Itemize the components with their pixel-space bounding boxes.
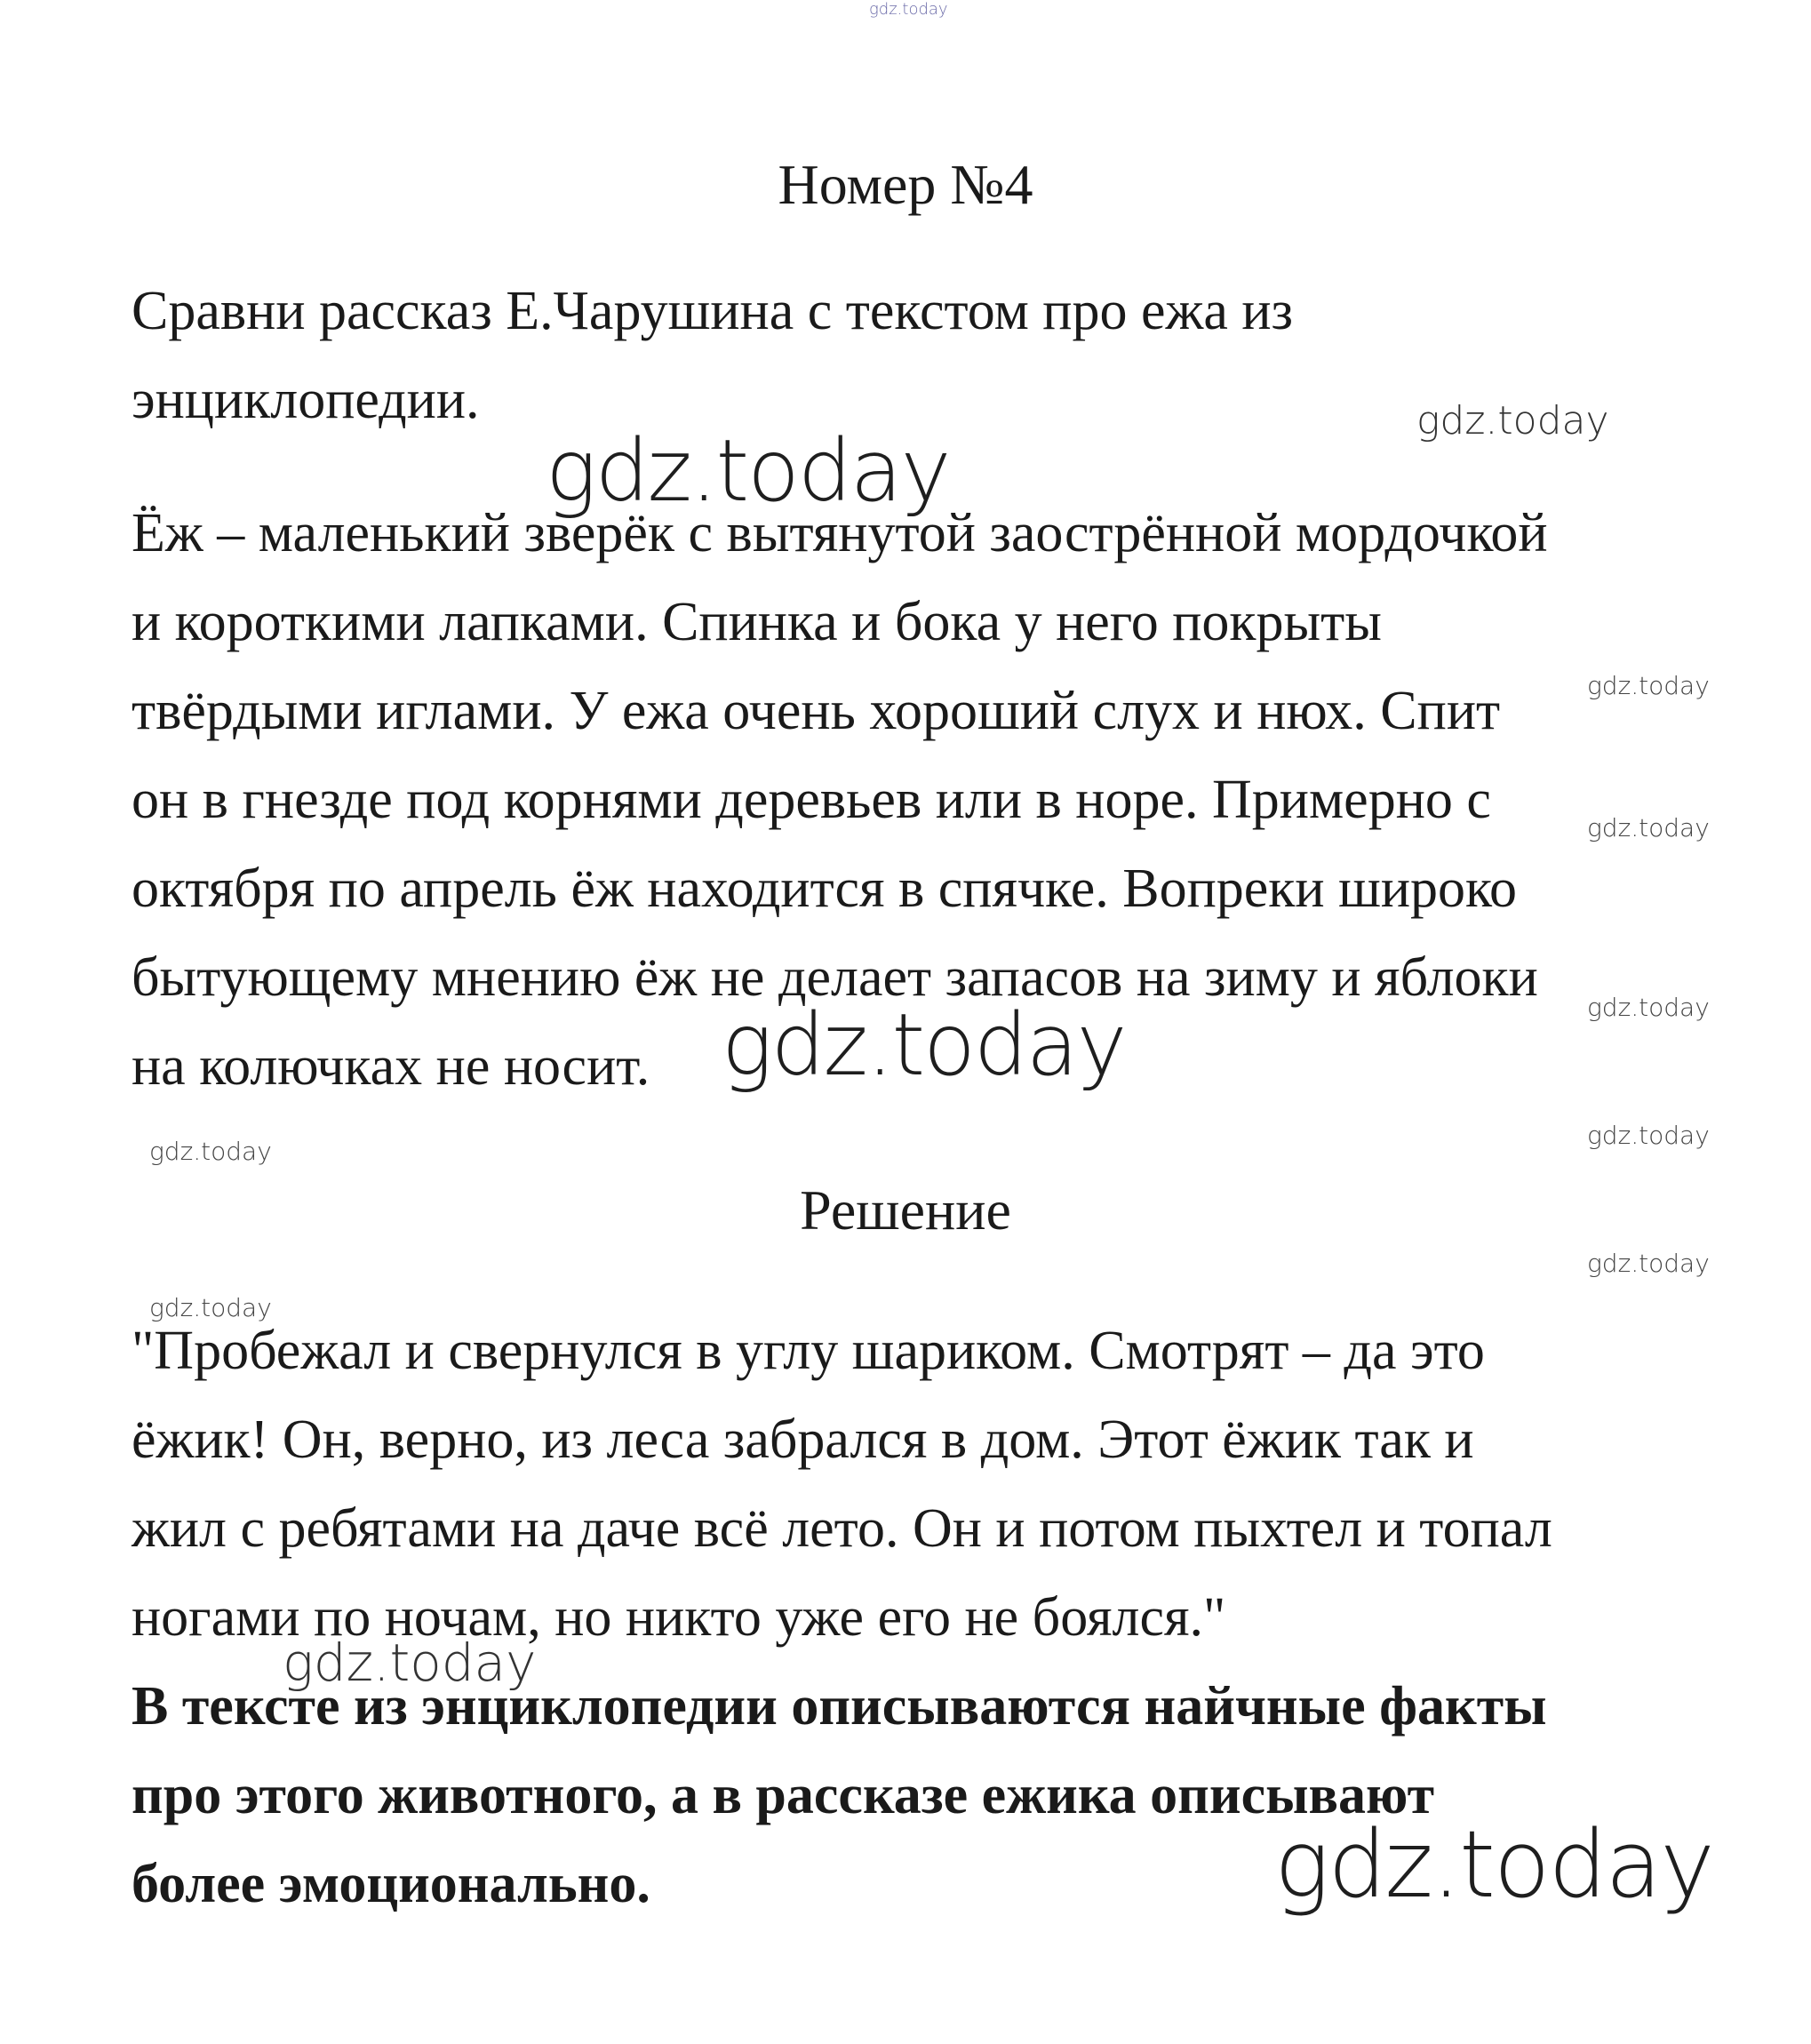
solution-heading: Решение (800, 1178, 1011, 1242)
answer-line: более эмоционально. (132, 1854, 650, 1914)
answer-line: В тексте из энциклопедии описываются найчные факты (132, 1676, 1547, 1737)
answer-line: про этого животного, а в рассказе ежика описывают (132, 1765, 1435, 1825)
watermark-right-6: gdz.today (1587, 1249, 1710, 1278)
watermark-right-4: gdz.today (1587, 993, 1710, 1022)
encyclopedia-line: октября по апрель ёж находится в спячке. Вопреки широко (132, 858, 1517, 919)
quote-line: "Пробежал и свернулся в углу шариком. Смотрят – да это (132, 1321, 1485, 1381)
encyclopedia-line: на колючках не носит. (132, 1036, 650, 1097)
answer-text (132, 1662, 1722, 1928)
watermark-left-1: gdz.today (149, 1137, 272, 1166)
encyclopedia-line: и короткими лапками. Спинка и бока у него покрыты (132, 592, 1382, 652)
page-title: Номер №4 (778, 153, 1033, 216)
watermark-left-2: gdz.today (149, 1293, 272, 1322)
watermark-large-3: gdz.today (1274, 1810, 1713, 1919)
watermark-right-5: gdz.today (1587, 1121, 1710, 1150)
encyclopedia-text (132, 489, 1722, 1111)
task-line: Сравни рассказ Е.Чарушина с текстом про ежа из (132, 281, 1294, 341)
watermark-large-2: gdz.today (722, 995, 1126, 1095)
watermark-top: gdz.today (869, 0, 948, 19)
quote-line: ногами по ночам, но никто уже его не боялся." (132, 1587, 1226, 1648)
quote-line: жил с ребятами на даче всё лето. Он и потом пыхтел и топал (132, 1498, 1552, 1559)
encyclopedia-line: Ёж – маленький зверёк с вытянутой заострённой мордочкой (132, 503, 1548, 563)
watermark-large-1: gdz.today (546, 421, 950, 521)
task-text (132, 267, 1722, 444)
watermark-right-1: gdz.today (1416, 398, 1609, 443)
task-line: энциклопедии. (132, 370, 480, 430)
encyclopedia-line: он в гнезде под корнями деревьев или в норе. Примерно с (132, 770, 1491, 830)
watermark-right-2: gdz.today (1587, 671, 1710, 700)
quote-line: ёжик! Он, верно, из леса забрался в дом. Этот ёжик так и (132, 1409, 1474, 1470)
watermark-mid: gdz.today (283, 1633, 537, 1693)
encyclopedia-line: бытующему мнению ёж не делает запасов на зиму и яблоки (132, 947, 1538, 1008)
encyclopedia-line: твёрдыми иглами. У ежа очень хороший слух и нюх. Спит (132, 681, 1501, 741)
watermark-right-3: gdz.today (1587, 813, 1710, 842)
quote-text (132, 1306, 1722, 1662)
